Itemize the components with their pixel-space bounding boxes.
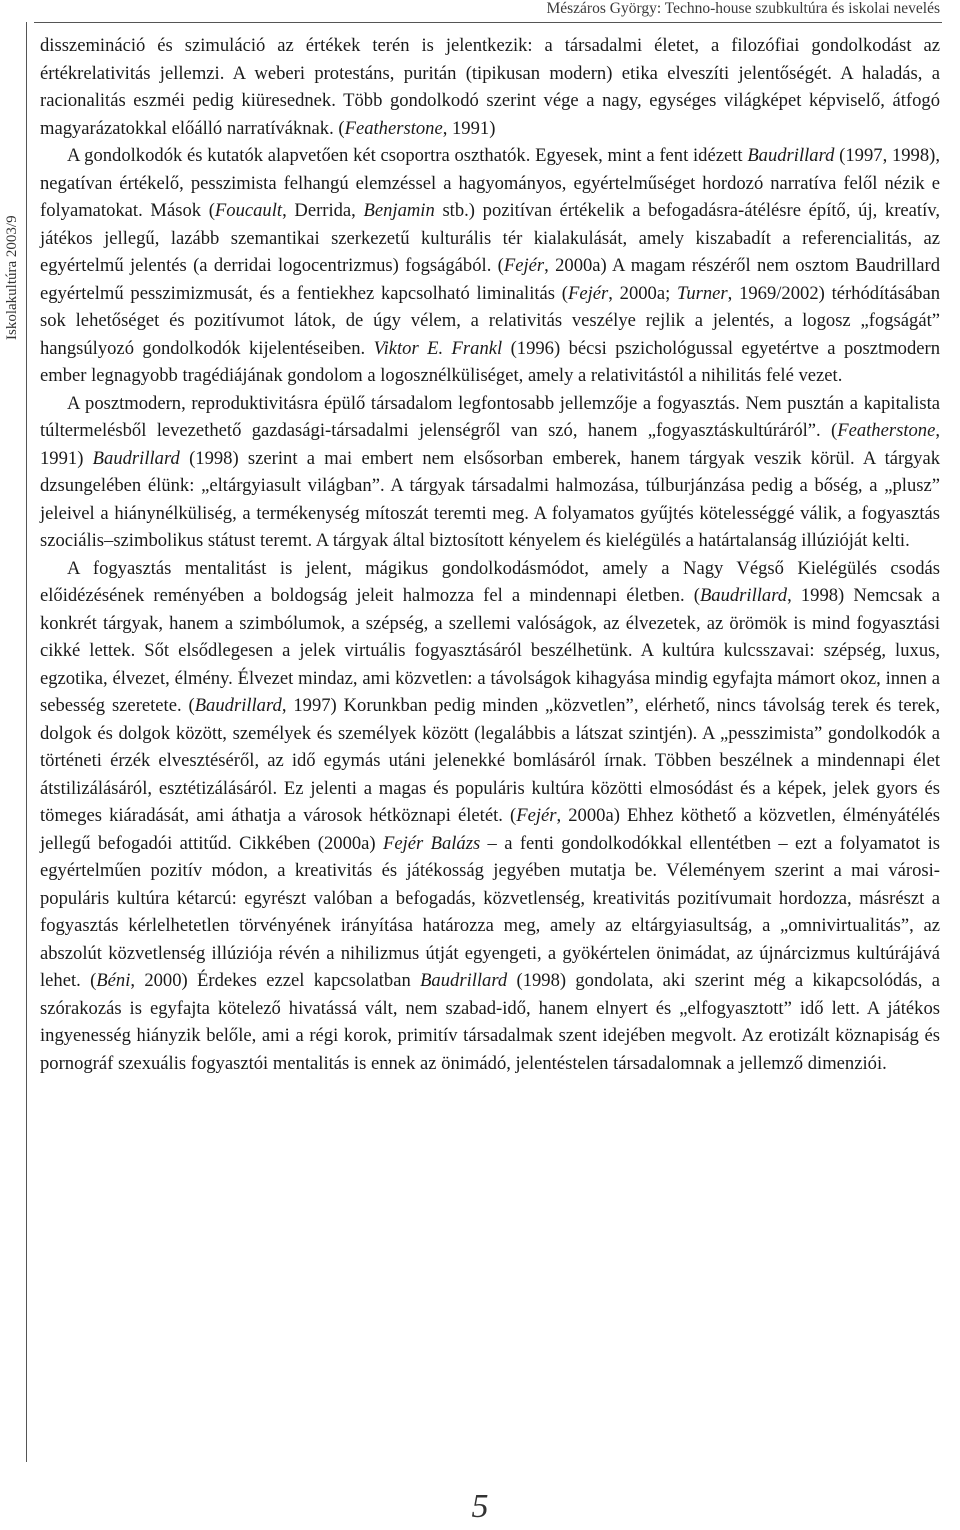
text-run: A posztmodern, reproduktivitásra épülő társadalom legfontosabb jellemzője a fogyasztás. Nem pusztán a kapitalista túltermelésből levezethető gazdasági-társadalmi jelenségről van szó, hanem „fogyasztáskultúráról”. ( [40,392,940,441]
citation-name: Foucault [214,200,283,221]
text-run: , 1969/2002) térhódításában sok lehetőséget és pozitívumot látok, de úgy vélem, a relativitás veszélye rejlik a jelentés, a logosz „fogságát” hangsúlyozó gondolkodók kijelentéseiben. [40,282,940,359]
paragraph [40,32,940,142]
paragraph [40,390,940,555]
citation-name: Turner [677,282,728,304]
text-run: , 1998) Nemcsak a konkrét tárgyak, hanem a szimbólumok, a szépség, a szellemi valóságok, az élvezetek, az örömök is mind fogyasztási cikké lettek. Sőt elsődlegesen a jelek virtuális fogyasztásáról beszélhetünk. A kultúra kulcsszavai: szépség, luxus, egzotika, élvezet, élmény. Élvezet mindaz, ami közvetlen: a távolságok kihagyása mindig egyfajta mámort okoz, innen a sebesség szeretete. ( [40,585,940,716]
journal-label: Iskolakultúra 2003/9 [4,215,20,340]
citation-name: Baudrillard [420,970,508,991]
journal-side-label [2,40,24,340]
text-run: , 1991) [442,117,496,139]
side-rule [26,22,27,1462]
text-run: (1998) gondolata, aki szerint még a kikapcsolódás, a szórakozás is egyfajta kötelező hivatássá vált, nem szabad-idő, hanem elnyert és „elfogyasztott” idő lett. A játékos ingyenesség hiányzik belőle, ami a régi korok, primitív társadalmak szent idejében megvolt. Az erotizált köznapiság és pornográf szexuális fogyasztói mentalitás is ennek az önimádó, jelentéstelen társadalomnak a jellemző dimenziói. [40,970,940,1074]
text-run: A fogyasztás mentalitást is jelent, mágikus gondolkodásmódot, amely a Nagy Végső Kielégülés csodás előidézésének reményében a boldogság jeleit halmozza fel a mindennapi életben. ( [40,557,940,606]
citation-name: Fejér Balázs [382,832,481,854]
text-run: A gondolkodók és kutatók alapvetően két csoportra oszthatók. Egyesek, mint a fent idézett [67,145,748,166]
citation-name: Baudrillard [194,695,282,716]
page-number: 5 [471,1488,489,1525]
text-run: (1997, 1998), negatívan értékelő, pesszimista felhangú elemzéssel a hagyományos, egyértelműséget hordozó narratíva felől nézik e folyamatokat. Mások ( [40,145,940,221]
text-run: (1998) szerint a mai embert nem elsősorban emberek, hanem tárgyak veszik körül. A tárgyak dzsungelében élünk: „eltárgyiasult világban”. A tárgyak társadalmi halmozása, túlburjánzása pedig a bőség, a „plusz” jeleivel a hiánynélküliség, a termékenység mítoszát teremti meg. A folyamatos gyűjtés kötelességgé válik, a fogyasztás szociális–szimbolikus státust teremt. A tárgyak által biztosított kényelem és kielégülés a határtalanság illúzióját kelti. [40,447,940,551]
paragraph [40,142,940,390]
citation-name: Benjamin [363,200,435,221]
text-run: , 2000a) Ehhez köthető a közvetlen, élményátélés jellegű befogadói attitűd. Cikkében (2000a) [40,805,940,854]
article-body [40,32,940,1077]
text-run: , Derrida, [282,200,364,221]
citation-name: Baudrillard [699,585,788,606]
citation-name: Fejér [516,805,557,826]
text-run: , 1991) [40,420,940,469]
citation-name: Baudrillard [747,145,835,166]
text-run: , 2000) Érdekes ezzel kapcsolatban [130,970,421,991]
running-title: Mészáros György: Techno-house szubkultúra és iskolai nevelés [546,0,940,17]
citation-name: Viktor E. Frankl [373,337,503,359]
citation-name: Featherstone [344,117,443,139]
text-run: (1996) bécsi pszichológussal egyetértve a posztmodern ember legnagyobb tragédiájának gondolom a logosznélküliséget, amely a relativitástól a nihilitás felé vezet. [40,337,941,386]
text-run: , 2000a; [608,282,678,304]
text-run: disszemináció és szimuláció az értékek terén is jelentkezik: a társadalmi életet, a filozófiai gondolkodást az értékrelativitás jellemzi. A weberi protestáns, puritán (tipikusan modern) etika elveszíti jelentőségét. A haladás, a racionalitás eszméi pedig kiüresednek. Több gondolkodó szerint vége a nagy, egységes világképet képviselő, átfogó magyarázatokkal előálló narratíváknak. ( [40,35,940,139]
text-run: stb.) pozitívan értékelik a befogadásra-átélésre építő, új, kreatív, játékos jellegű, lazább szemantikai szerkezetű kulturális tér kialakulását, amely kiszabadít a referencialitás, az egyértelmű jelentés (a derridai logocentrizmus) fogságából. ( [40,200,941,276]
citation-name: Fejér [503,255,545,276]
text-run: , 2000a) A magam részéről nem osztom Baudrillard egyértelmű pesszimizmusát, és a fentiekhez kapcsolható liminalitás ( [40,255,940,304]
header-rule [34,22,942,23]
paragraph [40,555,940,1078]
text-run: , 1997) Korunkban pedig minden „közvetlen”, elérhető, nincs távolság terek és terek, dolgok és dolgok között, személyek és személyek között (legalábbis a látszat szintjén). A „pesszimista” gondolkodók a történeti érzék elvesztéséről, az idő egymás utáni jelenekké bomlásáról írnak. Többen beszélnek a mindennapi élet átstilizálásáról, esztétizálásáról. Ez jelenti a magas és populáris kultúra közötti elmosódást és a képek, jelek gyors és tömeges kiáradását, ami áthatja a városok hétköznapi életét. ( [40,695,940,826]
text-run: – a fenti gondolkodókkal ellentétben – ezt a folyamatot is egyértelműen pozitív módon, a kreativitás és játékosság jegyében mutatja be. Véleményem szerint a mai városi-populáris kultúra kétarcú: egyrészt valóban a befogadás, közvetlenség, kreativitás pozitívumait hordozza, másrészt a fogyasztás kérlelhetetlen törvényének irányítása határozza meg, amely az eltárgyiasultság, a „omnivirtualitás”, az abszolút közvetlenség illúziója révén a nihilizmus útját egyengeti, a gyökértelen önimádat, az újnárcizmus kultúrájává lehet. ( [40,832,940,991]
citation-name: Baudrillard [92,447,180,469]
citation-name: Featherstone [837,420,936,441]
citation-name: Fejér [567,282,609,304]
citation-name: Béni [96,970,131,991]
